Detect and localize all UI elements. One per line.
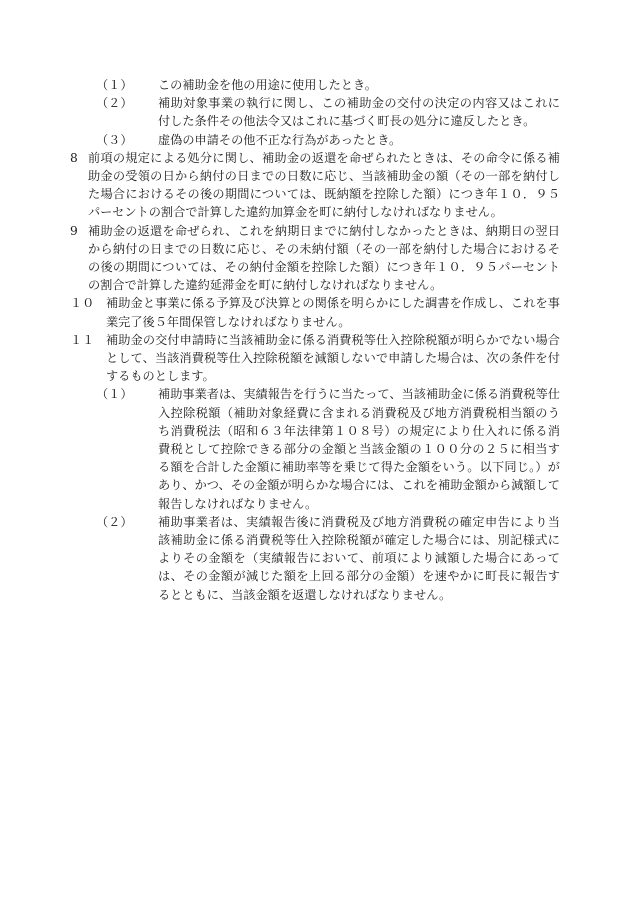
list-item xyxy=(96,385,560,512)
list-item xyxy=(96,76,560,94)
clause-number: 8 xyxy=(70,150,78,165)
clause-number: １０ xyxy=(70,296,95,311)
clause-8 xyxy=(70,149,560,222)
document-body xyxy=(70,76,560,604)
clause-9 xyxy=(70,222,560,295)
list-item-text: 補助事業者は、実績報告後に消費税及び地方消費税の確定申告により当該補助金に係る消費税等仕入控除税額が確定した場合には、別記様式によりその金額を（実績報告において、前項により減額した場合にあっては、その金額が減じた額を上回る部分の金額）を速やかに町長に報告するとともに、当該金額を返還しなければなりません。 xyxy=(158,514,560,602)
list-item-text: 補助対象事業の執行に関し、この補助金の交付の決定の内容又はこれに付した条件その他法令又はこれに基づく町長の処分に違反したとき。 xyxy=(158,96,560,129)
clause-11 xyxy=(70,331,560,386)
list-item-number: （２） xyxy=(96,514,133,529)
list-item-text: 虚偽の申請その他不正な行為があったとき。 xyxy=(158,132,402,147)
clause-text: 前項の規定による処分に関し、補助金の返還を命ぜられたときは、その命令に係る補助金の受領の日から納付の日までの日数に応じ、当該補助金の額（その一部を納付した場合におけるその後の期間については、既納額を控除した額）につき年１０．９５パーセントの割合で計算した違約加算金を町に納付しなければなりません。 xyxy=(88,150,560,220)
list-item-text: この補助金を他の用途に使用したとき。 xyxy=(158,78,377,92)
list-item-number: （２） xyxy=(96,96,133,111)
clause-text: 補助金と事業に係る予算及び決算との関係を明らかにした調書を作成し、これを事業完了後５年間保管しなければなりません。 xyxy=(106,296,560,329)
clause-10 xyxy=(70,294,560,330)
list-item-number: （１） xyxy=(96,78,133,92)
clause-number: 9 xyxy=(70,223,78,238)
clause-text: 補助金の交付申請時に当該補助金に係る消費税等仕入控除税額が明らかでない場合として、当該消費税等仕入控除税額を減額しないで申請した場合は、次の条件を付するものとします。 xyxy=(106,332,560,384)
list-item-number: （３） xyxy=(96,132,133,147)
list-item xyxy=(96,94,560,130)
list-item xyxy=(96,513,560,604)
list-item-number: （１） xyxy=(96,387,133,402)
list-item xyxy=(96,131,560,149)
list-item-text: 補助事業者は、実績報告を行うに当たって、当該補助金に係る消費税等仕入控除税額（補助対象経費に含まれる消費税及び地方消費税相当額のうち消費税法（昭和６３年法律第１０８号）の規定により仕入れに係る消費税として控除できる部分の金額と当該金額の１００分の２５に相当する額を合計した金額に補助率等を乗じて得た金額をいう。以下同じ。）があり、かつ、その金額が明らかな場合には、これを補助金額から減額して報告しなければなりません。 xyxy=(158,387,560,511)
clause-number: １１ xyxy=(70,332,95,347)
clause-text: 補助金の返還を命ぜられ、これを納期日までに納付しなかったときは、納期日の翌日から納付の日までの日数に応じ、その未納付額（その一部を納付した場合におけるその後の期間については、その納付金額を控除した額）につき年１０．９５パーセントの割合で計算した違約延滞金を町に納付しなければなりません。 xyxy=(88,223,560,293)
